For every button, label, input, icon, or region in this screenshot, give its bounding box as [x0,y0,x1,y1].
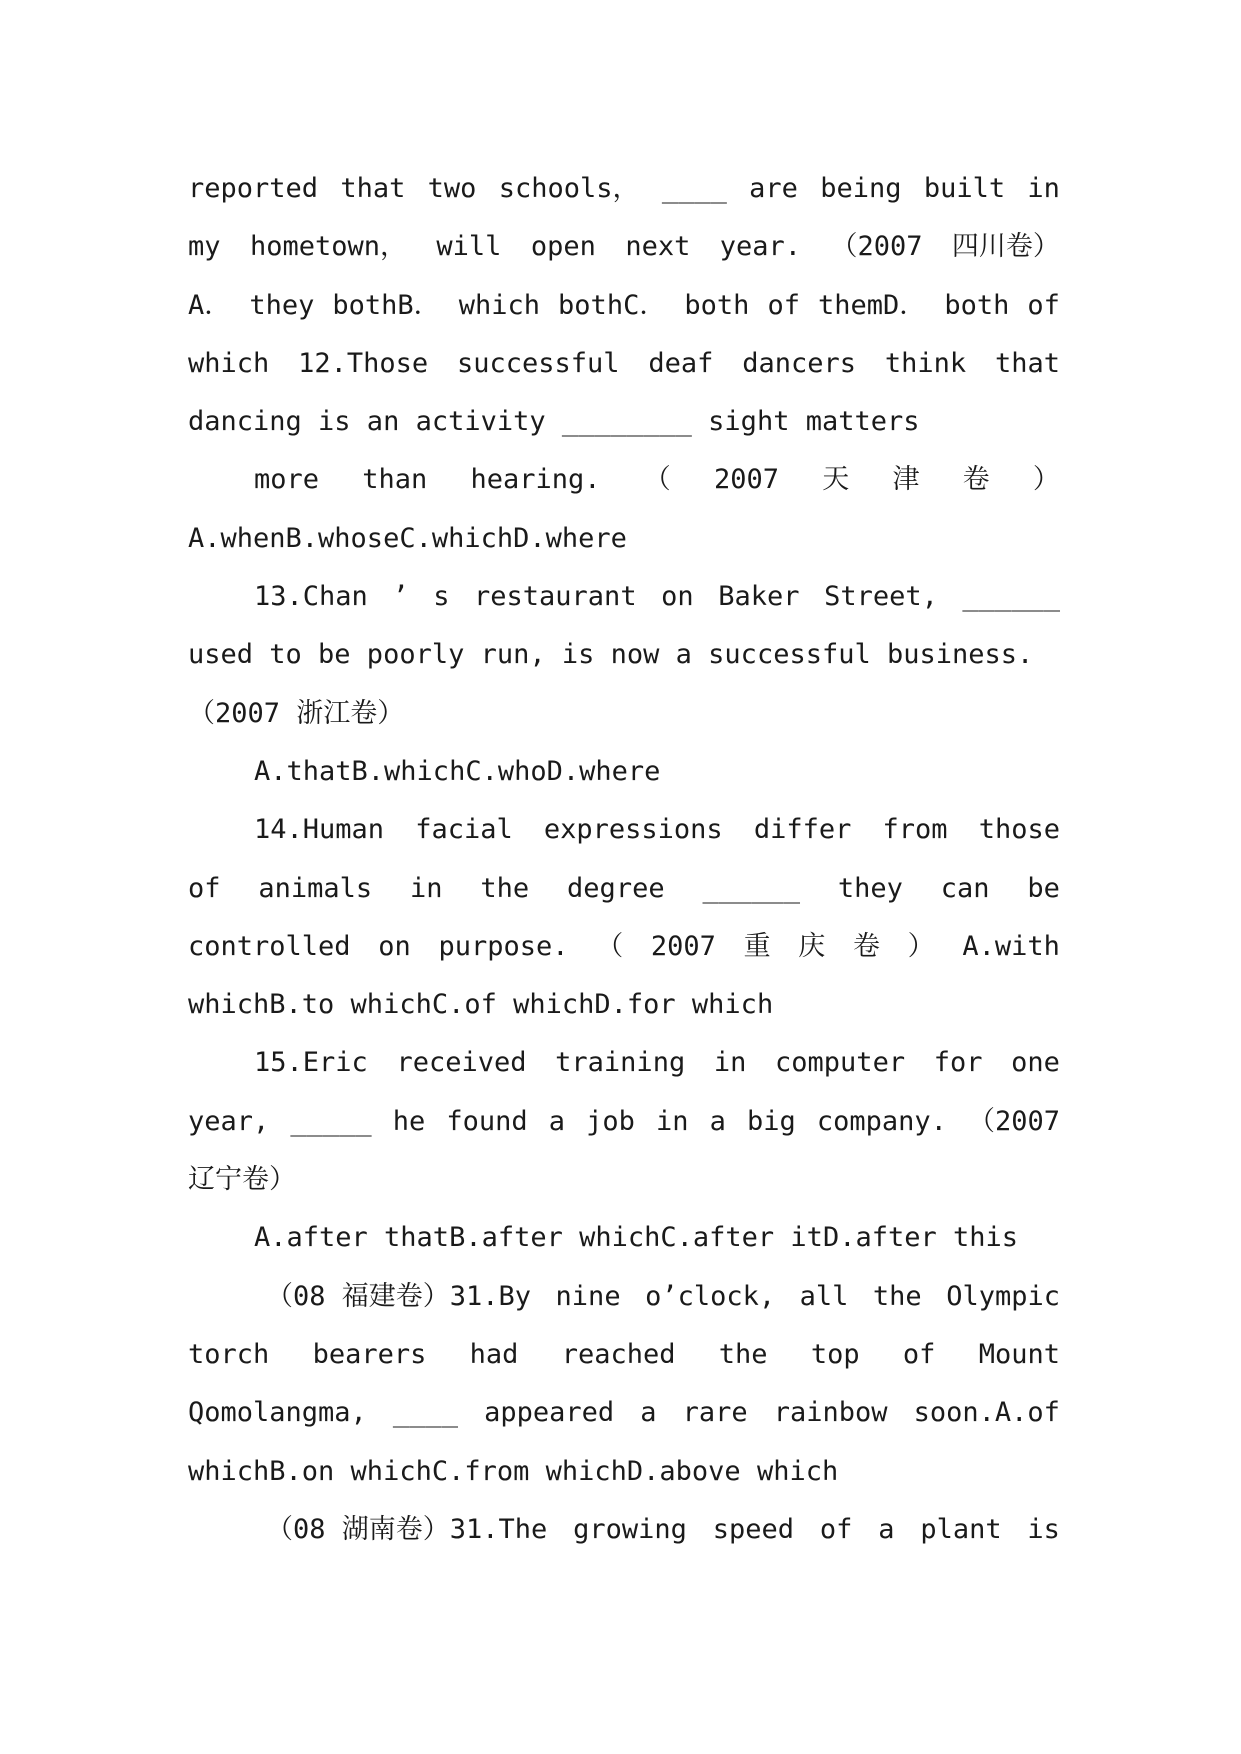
word: will [436,231,502,263]
word: themD． [818,289,927,321]
word: in [713,1047,747,1079]
word: 天 [822,464,850,496]
word: 2007 [650,930,716,962]
word: Street, [824,581,938,613]
word: deaf [648,347,714,379]
word: （08 福建卷）31.By [266,1280,532,1312]
word: than [362,464,428,496]
text-line [188,277,1060,335]
word: two [427,173,477,204]
word: differ [753,814,852,846]
word: built [923,173,1006,204]
text-line [188,160,1060,218]
word: expressions [543,814,723,846]
word: 卷 [962,464,990,496]
text-line [188,1501,1060,1559]
word: （ [643,464,671,496]
word: successful [456,347,620,379]
word: my [188,231,221,263]
word: restaurant [474,581,637,613]
word: all [799,1280,849,1312]
text-line [188,335,1060,393]
text-line [188,1268,1060,1326]
word: in [410,872,443,904]
word: ） [1032,464,1060,496]
word: big [746,1105,796,1137]
word: for [933,1047,983,1079]
word: reached [561,1338,676,1370]
word: degree [567,872,665,904]
word: a [640,1397,657,1429]
word: Baker [718,581,800,613]
word: of [819,1513,853,1545]
word: in [655,1105,689,1137]
word: 14.Human [254,814,385,846]
word: 庆 [798,930,826,962]
word: the [718,1338,768,1370]
word: the [872,1280,922,1312]
word: dancers [742,347,857,379]
word: of [1027,289,1060,321]
word: ____ [661,173,727,204]
word: are [749,173,798,204]
word: 重 [743,930,771,962]
word: a [548,1105,565,1137]
word: ____ [392,1397,458,1429]
word: appeared [484,1397,615,1429]
word: found [446,1105,528,1137]
word: 2007 [713,464,780,496]
word: bothB． [332,289,441,321]
word: in [1027,173,1060,204]
word: torch [188,1338,270,1370]
word: the [480,872,530,904]
word: be [1027,872,1060,904]
word: facial [415,814,513,846]
word: which [458,289,540,321]
word: nine [555,1280,621,1312]
word: Mount [978,1338,1060,1370]
word: is [1027,1513,1060,1545]
word: both [944,289,1010,321]
word: on [661,581,694,613]
text-line: dancing is an activity ________ sight matters [188,406,920,438]
word: A.with [962,930,1060,962]
word: plant [920,1513,1002,1545]
word: rare [682,1397,748,1429]
word: that [994,347,1060,379]
text-line [188,451,1060,509]
word: speed [712,1513,795,1545]
text-line [188,1034,1060,1092]
word: hearing. [470,464,601,496]
word: year, [188,1105,270,1137]
word: animals [258,872,373,904]
word: （2007 [830,231,923,263]
word: a [709,1105,726,1137]
text-line: A.after thatB.after whichC.after itD.after this [254,1222,1019,1254]
word: schools， [498,173,640,204]
word: （ [596,930,624,962]
word: 津 [892,464,920,496]
word: they [837,872,903,904]
word: 15.Eric [254,1047,368,1079]
word: bearers [312,1338,427,1370]
word: Olympic [946,1280,1060,1312]
text-line [188,218,1060,276]
word: 12.Those [298,347,429,379]
text-line: （2007 浙江卷） [188,697,405,729]
text-line [188,1326,1060,1384]
text-line [188,1093,1060,1151]
word: 四川卷） [951,231,1060,263]
text-line: whichB.to whichC.of whichD.for which [188,989,774,1021]
word: that [340,173,406,204]
word: s [433,581,450,613]
word: ’ [392,581,409,613]
word: next [625,231,691,263]
word: hometown， [249,231,407,263]
word: he [392,1105,426,1137]
word: training [555,1047,686,1079]
word: （2007 [967,1105,1060,1137]
text-line [188,801,1060,859]
text-line: used to be poorly run, is now a successful business. [188,639,1034,671]
word: A． [188,289,232,321]
word: _____ [290,1105,372,1137]
text-line [188,918,1060,976]
word: they [249,289,315,321]
word: ） [907,930,935,962]
word: on [378,930,411,962]
word: those [978,814,1060,846]
word: computer [775,1047,906,1079]
word: top [810,1338,860,1370]
document-page [188,160,1060,1559]
word: being [820,173,902,204]
word: of [188,872,221,904]
word: （08 湖南卷）31.The [266,1513,548,1545]
word: purpose. [438,930,569,962]
word: from [882,814,948,846]
text-line: 辽宁卷） [188,1164,296,1196]
word: which [188,347,270,379]
text-line: A.thatB.whichC.whoD.where [254,755,661,787]
word: controlled [188,930,351,962]
word: one [1011,1047,1060,1079]
text-line [188,860,1060,918]
word: bothC． [558,289,667,321]
text-line: whichB.on whichC.from whichD.above which [188,1455,839,1487]
word: 13.Chan [254,581,368,613]
word: growing [573,1513,687,1545]
word: more [254,464,320,496]
word: reported [188,173,319,204]
word: soon.A.of [913,1397,1060,1429]
word: job [586,1105,635,1137]
text-line [188,568,1060,626]
word: ______ [962,581,1060,613]
word: ______ [702,872,800,904]
word: of [767,289,800,321]
word: can [940,872,990,904]
word: both [684,289,750,321]
text-line [188,1384,1060,1442]
word: year. [719,231,802,263]
word: o’clock, [645,1280,776,1312]
text-line: A.whenB.whoseC.whichD.where [188,522,627,554]
word: think [884,347,967,379]
word: company. [816,1105,947,1137]
word: rainbow [773,1397,888,1429]
word: Qomolangma, [188,1397,367,1429]
word: a [878,1513,895,1545]
word: received [396,1047,527,1079]
word: open [530,231,596,263]
word: had [469,1338,519,1370]
word: 卷 [852,930,880,962]
word: of [902,1338,936,1370]
